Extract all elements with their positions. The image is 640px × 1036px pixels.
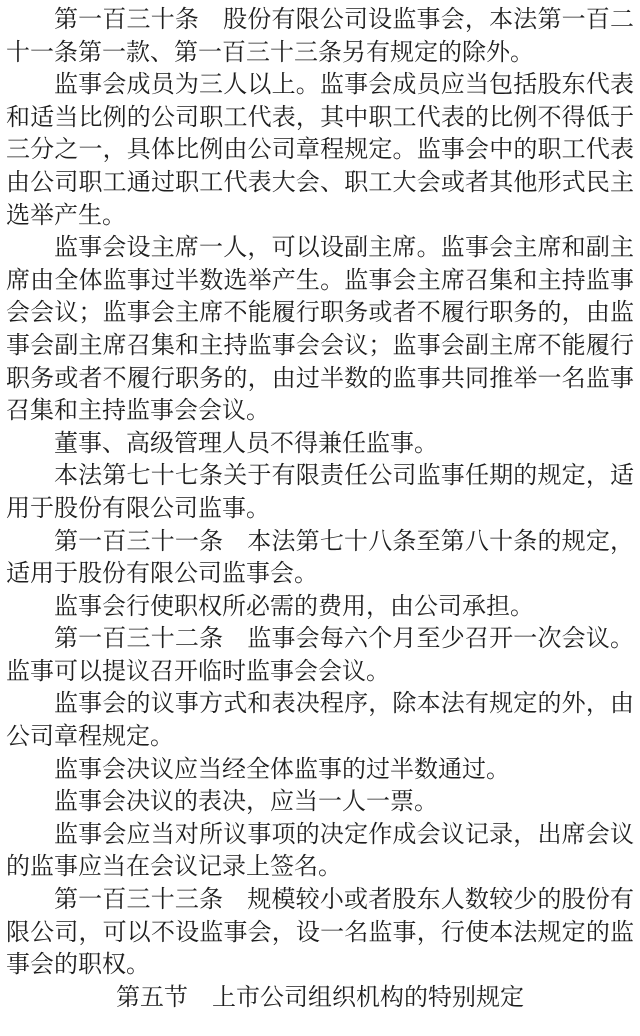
paragraph-supervisor-composition [6, 68, 634, 231]
section-heading [6, 981, 634, 1014]
paragraph-text: 本法第七十七条关于有限责任公司监事任期的规定，适用于股份有限公司监事。 [6, 461, 634, 522]
paragraph-article-131 [6, 525, 634, 590]
paragraph-text: 本法第七十八条至第八十条的规定，适用于股份有限公司监事会。 [6, 526, 635, 588]
paragraph-text: 监事会决议的表决，应当一人一票。 [54, 787, 438, 816]
paragraph-text: 监事会行使职权所必需的费用，由公司承担。 [54, 591, 534, 620]
section-title: 上市公司组织机构的特别规定 [212, 982, 524, 1011]
paragraph-article-130 [6, 3, 634, 68]
article-number: 第一百三十二条 [54, 624, 224, 653]
paragraph-text: 监事会决议应当经全体监事的过半数通过。 [54, 754, 510, 783]
paragraph-chairman [6, 231, 634, 427]
paragraph-no-concurrent [6, 427, 634, 460]
paragraph-term [6, 459, 634, 524]
paragraph-expenses [6, 590, 634, 623]
article-number: 第一百三十条 [54, 5, 200, 33]
paragraph-minutes [6, 818, 634, 883]
paragraph-article-132 [6, 622, 634, 687]
paragraph-one-vote [6, 785, 634, 818]
paragraph-text: 规模较小或者股东人数较少的股份有限公司，可以不设监事会，设一名监事，行使本法规定的监事会的职权。 [6, 885, 635, 979]
paragraph-procedure [6, 687, 634, 752]
paragraph-majority [6, 753, 634, 786]
paragraph-text: 监事会成员为三人以上。监事会成员应当包括股东代表和适当比例的公司职工代表，其中职工代表的比例不得低于三分之一，具体比例由公司章程规定。监事会中的职工代表由公司职工通过职工代表大会、职工大会或者其他形式民主选举产生。 [6, 70, 634, 229]
paragraph-text: 董事、高级管理人员不得兼任监事。 [54, 428, 438, 457]
article-number: 第一百三十三条 [54, 885, 224, 914]
article-number: 第一百三十一条 [54, 526, 224, 555]
paragraph-text: 监事会的议事方式和表决程序，除本法有规定的外，由公司章程规定。 [6, 689, 634, 751]
paragraph-article-133 [6, 883, 634, 981]
section-number: 第五节 [116, 982, 188, 1011]
document-page [6, 3, 634, 1013]
paragraph-text: 监事会应当对所议事项的决定作成会议记录，出席会议的监事应当在会议记录上签名。 [6, 819, 634, 881]
paragraph-text: 股份有限公司设监事会，本法第一百二十一条第一款、第一百三十三条另有规定的除外。 [6, 5, 635, 66]
paragraph-text: 监事会设主席一人，可以设副主席。监事会主席和副主席由全体监事过半数选举产生。监事会主席召集和主持监事会会议；监事会主席不能履行职务或者不履行职务的，由监事会副主席召集和主持监事会会议；监事会副主席不能履行职务或者不履行职务的，由过半数的监事共同推举一名监事召集和主持监事会会议。 [6, 233, 634, 425]
paragraph-text: 监事会每六个月至少召开一次会议。监事可以提议召开临时监事会会议。 [6, 624, 635, 685]
